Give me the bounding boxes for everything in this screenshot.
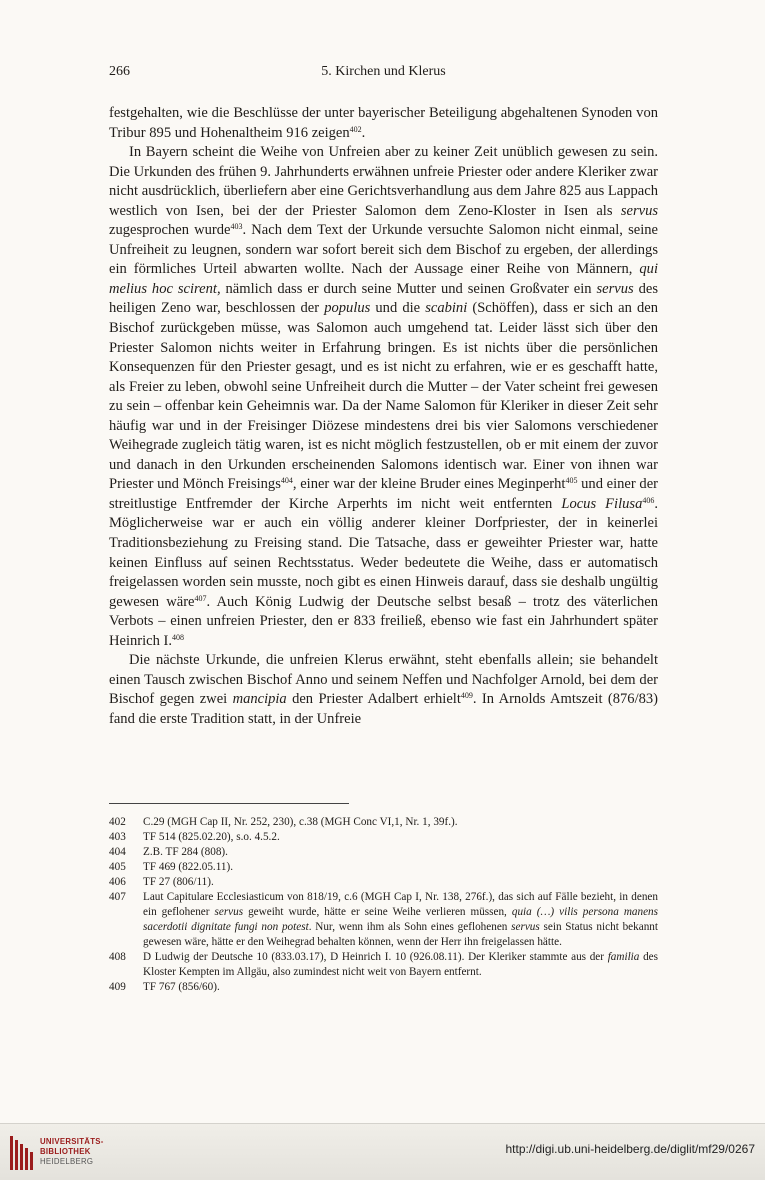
body-text <box>109 104 658 730</box>
footnote-text: C.29 (MGH Cap II, Nr. 252, 230), c.38 (MGH Conc VI,1, Nr. 1, 39f.). <box>143 816 458 828</box>
footnote-text: Z.B. TF 284 (808). <box>143 846 228 858</box>
footnote-number: 408 <box>109 951 126 963</box>
footnote-text: Laut Capitulare Ecclesiasticum von 818/19, c.6 (MGH Cap I, Nr. 138, 276f.), das sich auf Fälle bezieht, in denen ein geflohener servus geweiht wurde, hätte er seine Weihe verlieren müssen, quia (…) vilis persona manens sacerdotii dignitate fungi non potest. Nur, wenn ihm als Sohn eines geflohenen servus sein Status nicht bekannt gewesen wäre, hätte er den Weihegrad behalten können, wenn der Herr ihn freigelassen hätte. <box>143 891 659 948</box>
footnote <box>109 845 658 860</box>
footnote-number: 409 <box>109 981 126 993</box>
footnote-number: 403 <box>109 831 126 843</box>
footnote-text: D Ludwig der Deutsche 10 (833.03.17), D Heinrich I. 10 (926.08.11). Der Kleriker stammte aus der familia des Kloster Kempten im Allgäu, also zumindest nicht weit von Bayern entfernt. <box>143 951 658 978</box>
footnote-number: 407 <box>109 891 126 903</box>
footnote <box>109 815 658 830</box>
footnote-number: 404 <box>109 846 126 858</box>
library-logo-icon <box>8 1134 36 1172</box>
footnote-number: 402 <box>109 816 126 828</box>
logo-line: BIBLIOTHEK <box>40 1147 91 1156</box>
footnote-text: TF 27 (806/11). <box>143 876 214 888</box>
footnotes <box>109 815 658 995</box>
permalink-url[interactable]: http://digi.ub.uni-heidelberg.de/diglit/mf29/0267 <box>505 1142 755 1156</box>
footnote <box>109 980 658 995</box>
footnote-text: TF 469 (822.05.11). <box>143 861 234 873</box>
footnote <box>109 875 658 890</box>
viewer-footer <box>0 1123 765 1180</box>
footnote <box>109 950 658 980</box>
page-number: 266 <box>109 64 130 79</box>
paragraph: Die nächste Urkunde, die unfreien Klerus erwähnt, steht ebenfalls allein; sie behandelt einen Tausch zwischen Bischof Anno und seinem Neffen und Nachfolger Arnold, bei dem der Bischof gegen zwei mancipia den Priester Adalbert erhielt$^{409}$. In Arnolds Amtszeit (876/83) fand die erste Tradition statt, in der Unfreie <box>109 652 658 727</box>
footnote-text: TF 514 (825.02.20), s.o. 4.5.2. <box>143 831 280 843</box>
library-logo-text <box>40 1137 104 1167</box>
page-header <box>109 64 658 84</box>
footnote-number: 405 <box>109 861 126 873</box>
footnote <box>109 890 658 950</box>
library-logo[interactable] <box>8 1132 118 1174</box>
footnote-text: TF 767 (856/60). <box>143 981 220 993</box>
logo-line: HEIDELBERG <box>40 1157 94 1166</box>
footnote-number: 406 <box>109 876 126 888</box>
logo-line: UNIVERSITÄTS- <box>40 1137 104 1146</box>
running-head: 5. Kirchen und Klerus <box>321 64 446 79</box>
paragraph: In Bayern scheint die Weihe von Unfreien aber zu keiner Zeit unüblich gewesen zu sein. Die Urkunden des frühen 9. Jahrhunderts erwähnen unfreie Priester oder andere Kleriker zwar nicht ausdrücklich, überliefern aber eine Gerichtsverhandlung aus dem Jahre 825 aus Lappach westlich von Isen, bei der der Priester Salomon dem Zeno-Kloster in Isen als servus zugesprochen wurde$^{403}$. Nach dem Text der Urkunde versuchte Salomon nicht einmal, seine Unfreiheit zu leugnen, sondern war sofort bereit sich dem Bischof zu ergeben, der allerdings ein förmliches Urteil abwarten wollte. Nach der Aussage einer Reihe von Männern, qui melius hoc scirent, nämlich dass er durch seine Mutter und seinen Großvater ein servus des heiligen Zeno war, beschlossen der populus und die scabini (Schöffen), dass er sich an den Bischof zurückgeben müsse, was Salomon auch umgehend tat. Leider lässt sich über den Priester Salomon nichts weiter in Erfahrung bringen. Es ist nichts über die persönlichen Konsequenzen für den Priester gesagt, und es ist nicht zu erfahren, wie er es geschafft hatte, als Freier zu leben, obwohl seine Unfreiheit durch die Mutter – der Vater scheint frei gewesen zu sein – offenbar kein Geheimnis war. Da der Name Salomon für Kleriker in dieser Zeit sehr häufig war und in der Freisinger Diözese mindestens drei bis vier Salomons verschiedener Weihegrade zugleich tätig waren, ist es nicht möglich festzustellen, ob er mit einem der zuvor und danach in den Urkunden erscheinenden Salomons identisch war. Einer von ihnen war Priester und Mönch Freisings$^{404}$, einer war der kleine Bruder eines Meginperht$^{405}$ und einer der streitlustige Entfremder der Kirche Arperhts im nicht weit entfernten Locus Filusa$^{406}$. Möglicherweise war er auch ein völlig anderer kleiner Dorfpriester, der in keinerlei Traditionsbeziehung zu Freising stand. Die Tatsache, dass er geweihter Priester war, hatte keinen Einfluss auf seinen Rechtsstatus. Weder bedeutete die Weihe, dass er automatisch freigelassen worden sein musste, noch gibt es einen Hinweis darauf, dass sie deshalb ungültig gewesen wäre$^{407}$. Auch König Ludwig der Deutsche selbst besaß – trotz des väterlichen Verbots – einen unfreien Priester, den er 833 freiließ, ebenso wie fast ein Jahrhundert später Heinrich I.$^{408}$ <box>109 144 659 649</box>
footnote-separator <box>109 803 349 804</box>
paragraph: festgehalten, wie die Beschlüsse der unter bayerischer Beteiligung abgehaltenen Synoden von Tribur 895 und Hohenaltheim 916 zeigen$^{402}$. <box>109 105 658 141</box>
footnote <box>109 830 658 845</box>
footnote <box>109 860 658 875</box>
